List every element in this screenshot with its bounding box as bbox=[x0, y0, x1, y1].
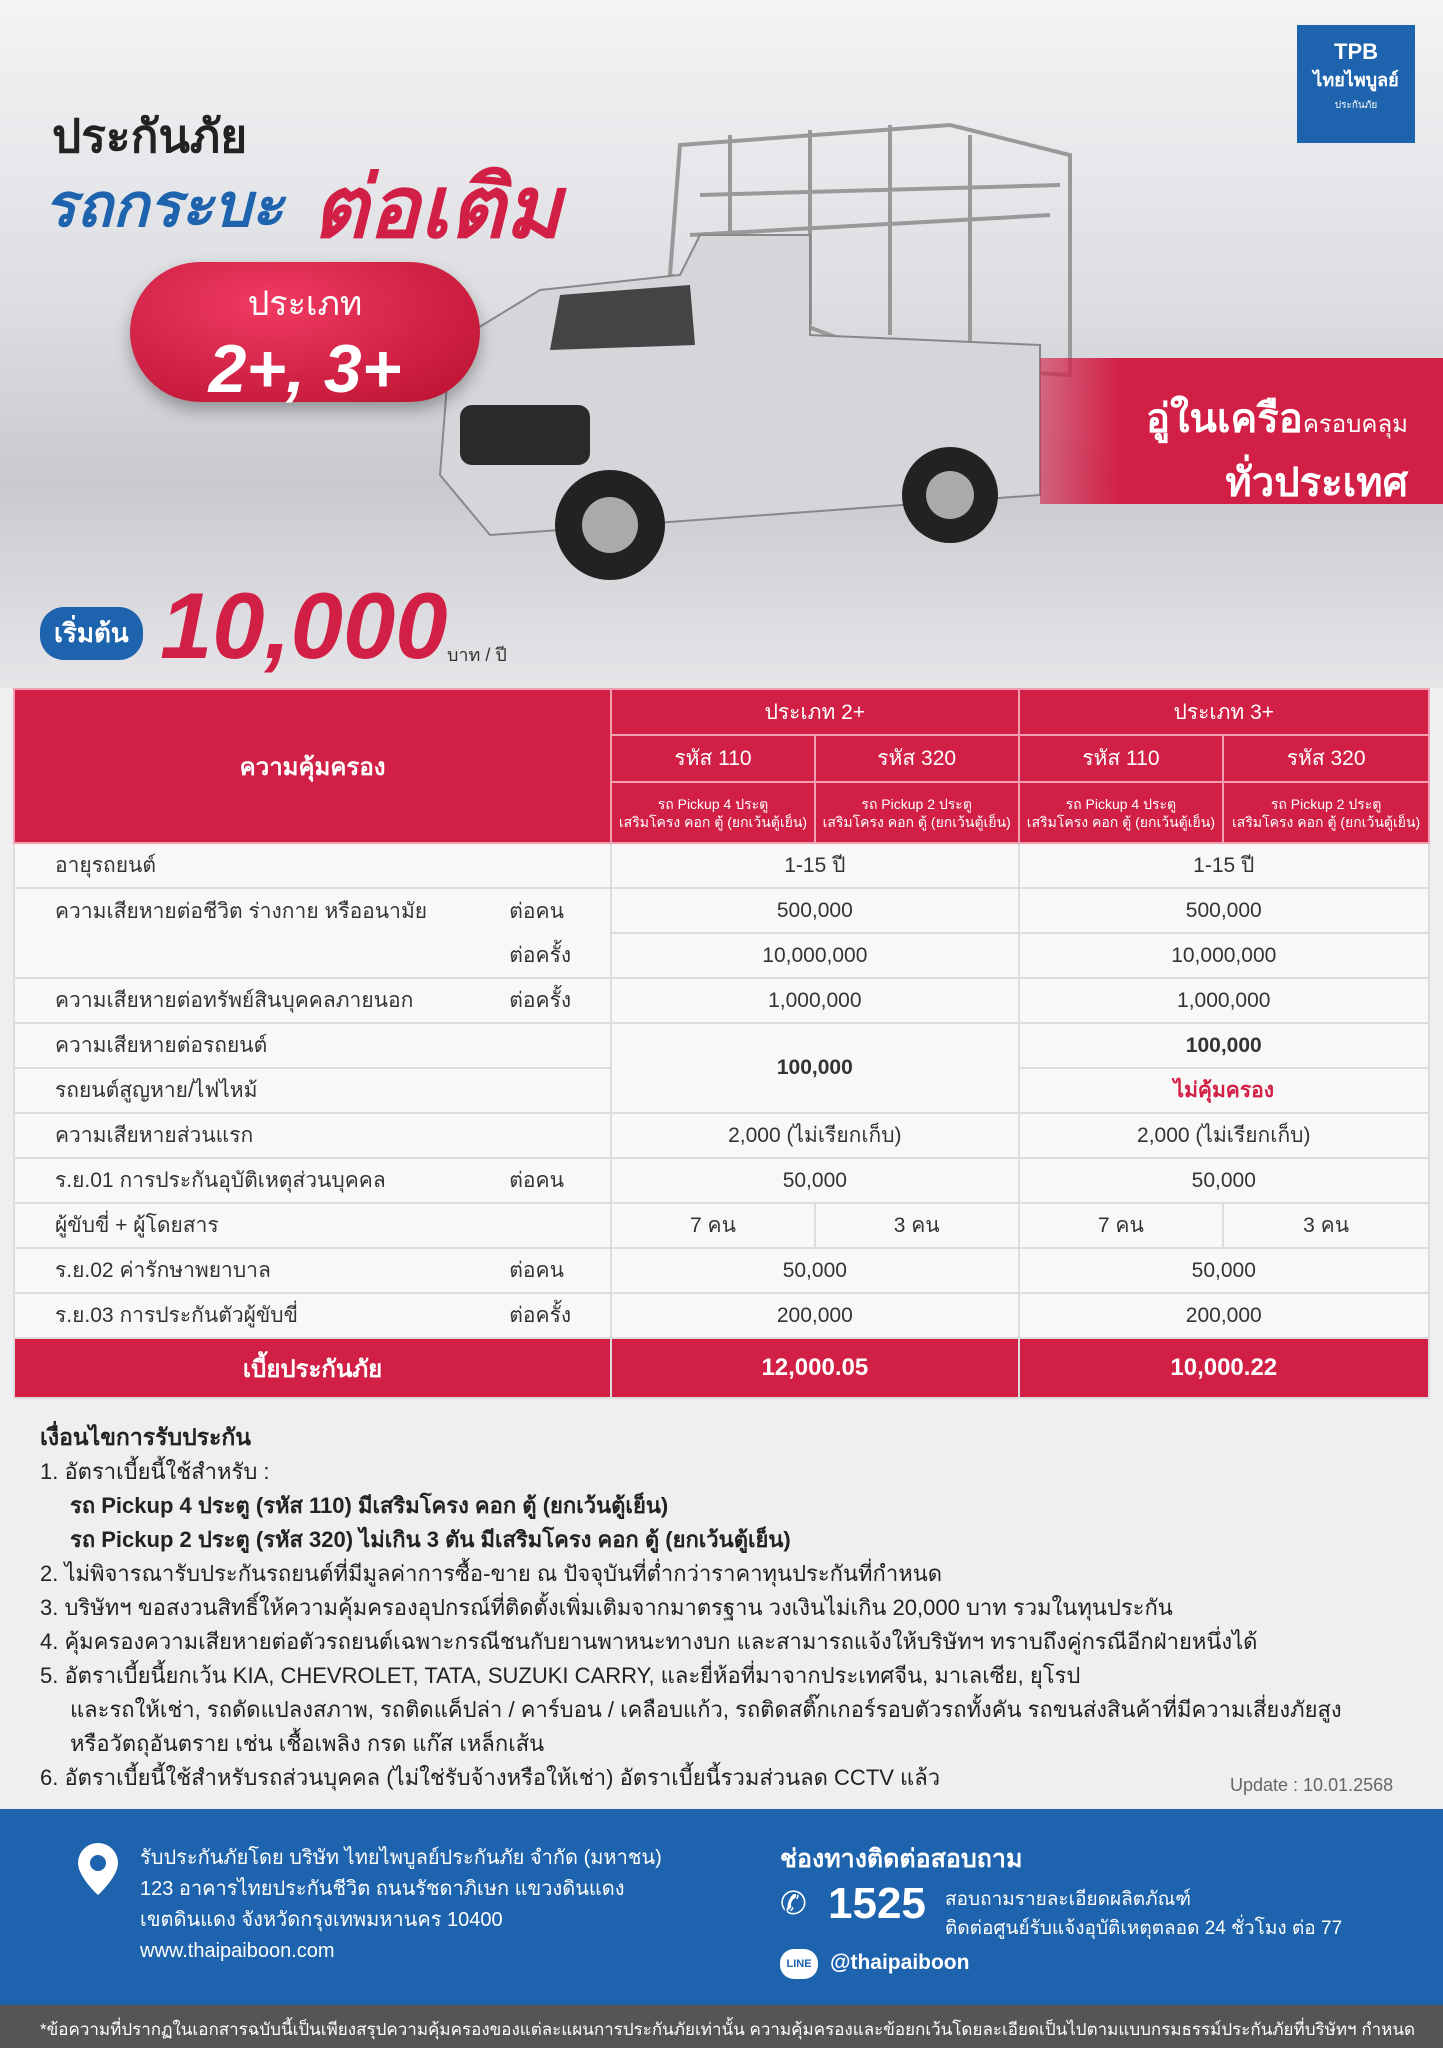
website-link[interactable]: www.thaipaiboon.com bbox=[140, 1940, 335, 1962]
cell: 200,000 bbox=[611, 1293, 1018, 1338]
hotline-desc: ติดต่อศูนย์รับแจ้งอุบัติเหตุตลอด 24 ชั่วโมง ต่อ 77 bbox=[945, 1918, 1343, 1939]
title-line3: ต่อเติม bbox=[312, 160, 562, 256]
row-unit: ต่อคน bbox=[509, 1158, 611, 1203]
code-desc-line: เสริมโครง คอก ตู้ (ยกเว้นตู้เย็น) bbox=[618, 813, 808, 830]
update-date: Update : 10.01.2568 bbox=[1230, 1775, 1394, 1795]
row-label: ร.ย.01 การประกันอุบัติเหตุส่วนบุคคล bbox=[14, 1158, 509, 1203]
type-3plus-header: ประเภท 3+ bbox=[1019, 689, 1429, 735]
row-label: ผู้ขับขี่ + ผู้โดยสาร bbox=[14, 1203, 509, 1248]
cell: 2,000 (ไม่เรียกเก็บ) bbox=[1019, 1113, 1429, 1158]
code-desc-line: รถ Pickup 4 ประตู bbox=[1065, 795, 1177, 812]
tpb-logo bbox=[1297, 25, 1415, 143]
code-header: รหัส 320 bbox=[815, 735, 1019, 782]
cell: 10,000,000 bbox=[1019, 933, 1429, 978]
code-header: รหัส 320 bbox=[1223, 735, 1429, 782]
phone-icon: ✆ bbox=[780, 1885, 807, 1921]
table-row bbox=[14, 1158, 1429, 1203]
condition-line: 6. อัตราเบี้ยนี้ใช้สำหรับรถส่วนบุคคล (ไม่ใช่รับจ้างหรือให้เช่า) อัตราเบี้ยนี้รวมส่วนลด CCTV แล้ว bbox=[40, 1765, 941, 1790]
condition-line: และรถให้เช่า, รถดัดแปลงสภาพ, รถติดแค็ปล่า / คาร์บอน / เคลือบแก้ว, รถติดสติ๊กเกอร์รอบตัวรถทั้งคัน รถขนส่งสินค้าที่มีความเสี่ยงภัยสูง bbox=[70, 1697, 1342, 1722]
row-label: ร.ย.02 ค่ารักษาพยาบาล bbox=[14, 1248, 509, 1293]
code-header: รหัส 110 bbox=[611, 735, 815, 782]
condition-line: หรือวัตถุอันตราย เช่น เชื้อเพลิง กรด แก๊ส เหล็กเส้น bbox=[70, 1731, 545, 1756]
address-line: เขตดินแดง จังหวัดกรุงเทพมหานคร 10400 bbox=[140, 1909, 503, 1931]
condition-line: 5. อัตราเบี้ยนี้ยกเว้น KIA, CHEVROLET, TATA, SUZUKI CARRY, และยี่ห้อที่มาจากประเทศจีน, มาเลเซีย, ยุโรป bbox=[40, 1663, 1081, 1688]
condition-line: รถ Pickup 2 ประตู (รหัส 320) ไม่เกิน 3 ตัน มีเสริมโครง คอก ตู้ (ยกเว้นตู้เย็น) bbox=[70, 1527, 791, 1552]
cell: 7 คน bbox=[1019, 1203, 1224, 1248]
logo-text: ประกันภัย bbox=[1334, 100, 1378, 111]
insurer-line: รับประกันภัยโดย บริษัท ไทยไพบูลย์ประกันภัย จำกัด (มหาชน) bbox=[140, 1847, 662, 1869]
line-icon: LINE bbox=[780, 1949, 818, 1979]
cell: 3 คน bbox=[1223, 1203, 1429, 1248]
code-desc-line: เสริมโครง คอก ตู้ (ยกเว้นตู้เย็น) bbox=[1026, 813, 1215, 830]
cell: 3 คน bbox=[815, 1203, 1019, 1248]
type-2plus-header: ประเภท 2+ bbox=[611, 689, 1018, 735]
address-line: 123 อาคารไทยประกันชีวิต ถนนรัชดาภิเษก แขวงดินแดง bbox=[140, 1878, 625, 1900]
network-a: อู่ในเครือ bbox=[1145, 397, 1303, 441]
table-row bbox=[14, 843, 1429, 888]
premium-3plus: 10,000.22 bbox=[1019, 1338, 1429, 1398]
not-covered-cell: ไม่คุ้มครอง bbox=[1019, 1068, 1429, 1113]
location-pin-icon bbox=[75, 1841, 121, 1897]
code-desc-line: รถ Pickup 4 ประตู bbox=[657, 795, 769, 812]
footer bbox=[0, 1809, 1443, 2005]
cell: 500,000 bbox=[611, 888, 1018, 933]
row-label: รถยนต์สูญหาย/ไฟไหม้ bbox=[14, 1068, 509, 1113]
conditions-title: เงื่อนไขการรับประกัน bbox=[40, 1424, 252, 1450]
cell: 1,000,000 bbox=[611, 978, 1018, 1023]
premium-2plus: 12,000.05 bbox=[611, 1338, 1018, 1398]
cell: 100,000 bbox=[611, 1023, 1018, 1113]
condition-line: 2. ไม่พิจารณารับประกันรถยนต์ที่มีมูลค่าการซื้อ-ขาย ณ ปัจจุบันที่ต่ำกว่าราคาทุนประกันที่กำหนด bbox=[40, 1561, 943, 1586]
code-desc bbox=[1019, 782, 1224, 843]
row-label: ความเสียหายต่อชีวิต ร่างกาย หรืออนามัย bbox=[14, 888, 509, 933]
start-badge: เริ่มต้น bbox=[40, 607, 143, 660]
code-desc bbox=[815, 782, 1019, 843]
coverage-header: ความคุ้มครอง bbox=[14, 689, 611, 843]
row-label: ร.ย.03 การประกันตัวผู้ขับขี่ bbox=[14, 1293, 509, 1338]
table-row bbox=[14, 1113, 1429, 1158]
cell: 10,000,000 bbox=[611, 933, 1018, 978]
coverage-table bbox=[13, 688, 1430, 1399]
premium-row bbox=[14, 1338, 1429, 1398]
cell: 500,000 bbox=[1019, 888, 1429, 933]
condition-line: 1. อัตราเบี้ยนี้ใช้สำหรับ : bbox=[40, 1459, 270, 1484]
line-id[interactable]: @thaipaiboon bbox=[830, 1951, 970, 1974]
cell: 50,000 bbox=[1019, 1158, 1429, 1203]
hotline-desc: สอบถามรายละเอียดผลิตภัณฑ์ bbox=[945, 1889, 1192, 1910]
type-pill-label: ประเภท bbox=[247, 285, 363, 323]
type-pill bbox=[130, 262, 480, 407]
table-row bbox=[14, 1248, 1429, 1293]
row-label: ความเสียหายส่วนแรก bbox=[14, 1113, 509, 1158]
row-label: อายุรถยนต์ bbox=[14, 843, 509, 888]
code-desc-line: รถ Pickup 2 ประตู bbox=[1270, 795, 1382, 812]
cell: 2,000 (ไม่เรียกเก็บ) bbox=[611, 1113, 1018, 1158]
logo-text: TPB bbox=[1334, 39, 1378, 64]
code-desc bbox=[1223, 782, 1429, 843]
cell: 200,000 bbox=[1019, 1293, 1429, 1338]
row-label: ความเสียหายต่อทรัพย์สินบุคคลภายนอก bbox=[14, 978, 509, 1023]
cell: 100,000 bbox=[1019, 1023, 1429, 1068]
table-row bbox=[14, 1293, 1429, 1338]
network-c: ทั่วประเทศ bbox=[1225, 461, 1408, 505]
condition-line: 4. คุ้มครองความเสียหายต่อตัวรถยนต์เฉพาะกรณีชนกับยานพาหนะทางบก และสามารถแจ้งให้บริษัทฯ ทราบถึงคู่กรณีอีกฝ่ายหนึ่งได้ bbox=[40, 1629, 1258, 1654]
row-unit: ต่อคน bbox=[509, 1248, 611, 1293]
condition-line: 3. บริษัทฯ ขอสงวนสิทธิ์ให้ความคุ้มครองอุปกรณ์ที่ติดตั้งเพิ่มเติมจากมาตรฐาน วงเงินไม่เกิน 20,000 บาท รวมในทุนประกัน bbox=[40, 1595, 1173, 1620]
table-row bbox=[14, 1023, 1429, 1068]
cell: 50,000 bbox=[611, 1158, 1018, 1203]
disclaimer: *ข้อความที่ปรากฏในเอกสารฉบับนี้เป็นเพียงสรุปความคุ้มครองของแต่ละแผนการประกันภัยเท่านั้น ความคุ้มครองและข้อยกเว้นโดยละเอียดเป็นไปตามแบบกรมธรรม์ประกันภัยที่บริษัทฯ กำหนด bbox=[0, 2005, 1443, 2048]
cell: 50,000 bbox=[611, 1248, 1018, 1293]
row-unit: ต่อคน bbox=[509, 888, 611, 933]
type-pill-value: 2+, 3+ bbox=[208, 331, 402, 407]
cell: 1,000,000 bbox=[1019, 978, 1429, 1023]
code-desc bbox=[611, 782, 815, 843]
code-desc-line: เสริมโครง คอก ตู้ (ยกเว้นตู้เย็น) bbox=[1232, 813, 1421, 830]
cell: 7 คน bbox=[611, 1203, 815, 1248]
hotline-number[interactable]: 1525 bbox=[828, 1879, 926, 1928]
conditions bbox=[40, 1420, 1342, 1795]
logo-text: ไทยไพบูลย์ bbox=[1313, 70, 1399, 90]
premium-label: เบี้ยประกันภัย bbox=[14, 1338, 611, 1398]
table-row bbox=[14, 933, 1429, 978]
title-line1: ประกันภัย bbox=[52, 110, 248, 162]
row-label: ความเสียหายต่อรถยนต์ bbox=[14, 1023, 509, 1068]
network-b: ครอบคลุม bbox=[1302, 411, 1408, 438]
hero-banner bbox=[0, 0, 1443, 688]
contact-title: ช่องทางติดต่อสอบถาม bbox=[780, 1845, 1023, 1873]
garage-network-band bbox=[1040, 358, 1443, 504]
code-desc-line: เสริมโครง คอก ตู้ (ยกเว้นตู้เย็น) bbox=[822, 813, 1011, 830]
cell: 1-15 ปี bbox=[1019, 843, 1429, 888]
row-unit: ต่อครั้ง bbox=[509, 1293, 611, 1338]
condition-line: รถ Pickup 4 ประตู (รหัส 110) มีเสริมโครง คอก ตู้ (ยกเว้นตู้เย็น) bbox=[70, 1493, 669, 1518]
row-unit: ต่อครั้ง bbox=[509, 978, 611, 1023]
code-header: รหัส 110 bbox=[1019, 735, 1224, 782]
code-desc-line: รถ Pickup 2 ประตู bbox=[861, 795, 972, 812]
table-row bbox=[14, 978, 1429, 1023]
price-unit: บาท / ปี bbox=[447, 645, 507, 665]
table-row bbox=[14, 1203, 1429, 1248]
cell: 1-15 ปี bbox=[611, 843, 1018, 888]
start-price: 10,000 bbox=[160, 573, 448, 678]
row-unit: ต่อครั้ง bbox=[509, 933, 611, 978]
table-row bbox=[14, 888, 1429, 933]
title-line2: รถกระบะ bbox=[44, 172, 284, 239]
cell: 50,000 bbox=[1019, 1248, 1429, 1293]
